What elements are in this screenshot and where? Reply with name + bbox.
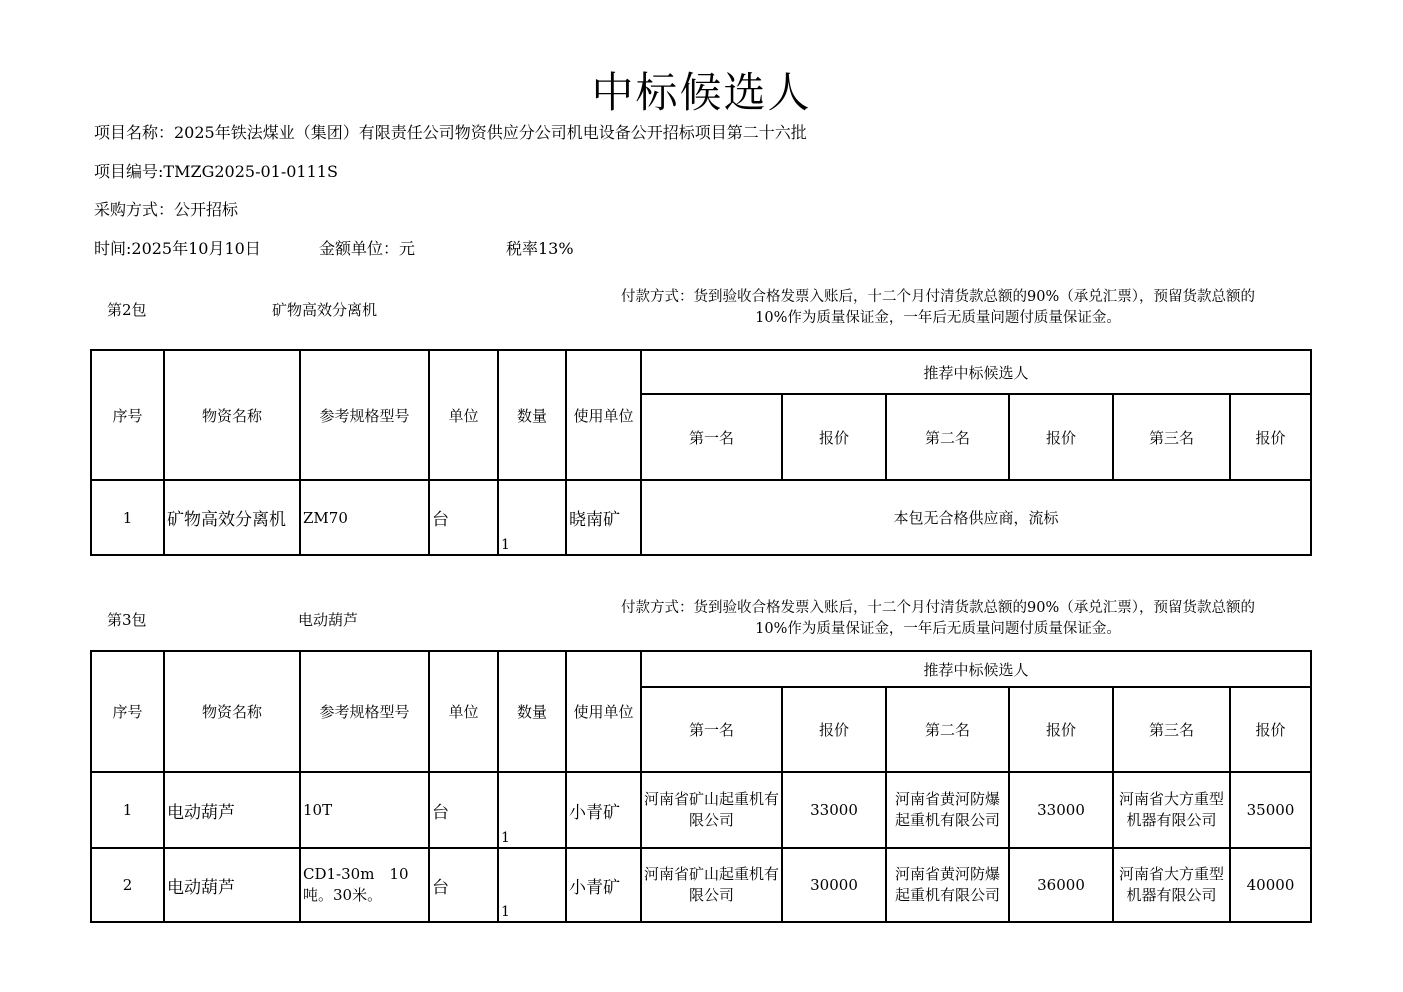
page-title: 中标候选人: [591, 68, 812, 117]
row-qty: 1: [498, 848, 566, 922]
package-3-table: [90, 650, 1312, 923]
header-third: 第三名: [1113, 394, 1230, 480]
package-name: 矿物高效分离机: [272, 301, 378, 319]
header-recommend: 推荐中标候选人: [641, 651, 1311, 687]
row-unit: 台: [429, 772, 498, 848]
header-price: 报价: [1230, 394, 1311, 480]
header-user: 使用单位: [566, 651, 641, 772]
row-price-2: 36000: [1009, 848, 1113, 922]
payment-terms: [568, 598, 1308, 640]
row-first-candidate: 河南省矿山起重机有限公司: [641, 848, 782, 922]
table-row: [91, 480, 1311, 555]
row-seq: 1: [91, 772, 164, 848]
row-price-1: 30000: [782, 848, 886, 922]
row-seq: 2: [91, 848, 164, 922]
package-label: 第2包: [107, 301, 147, 319]
header-material: 物资名称: [164, 651, 300, 772]
header-qty: 数量: [498, 350, 566, 480]
payment-line: 付款方式：货到验收合格发票入账后，十二个月付清货款总额的90%（承兑汇票），预留货款总额的: [621, 289, 1255, 305]
header-second: 第二名: [886, 687, 1009, 772]
row-spec: 10T: [300, 772, 429, 848]
row-qty: 1: [498, 772, 566, 848]
payment-line: 10%作为质量保证金，一年后无质量问题付质量保证金。: [755, 310, 1121, 326]
header-material: 物资名称: [164, 350, 300, 480]
row-unit: 台: [429, 848, 498, 922]
header-third: 第三名: [1113, 687, 1230, 772]
header-price: 报价: [1009, 687, 1113, 772]
procurement-method: 采购方式：公开招标: [94, 200, 239, 219]
row-unit: 台: [429, 480, 498, 555]
row-note: 本包无合格供应商，流标: [641, 480, 1311, 555]
row-user: 小青矿: [566, 772, 641, 848]
project-code: 项目编号:TMZG2025-01-0111S: [94, 162, 338, 181]
row-third-candidate: 河南省大方重型机器有限公司: [1113, 772, 1230, 848]
header-first: 第一名: [641, 687, 782, 772]
row-user: 小青矿: [566, 848, 641, 922]
header-recommend: 推荐中标候选人: [641, 350, 1311, 394]
row-price-2: 33000: [1009, 772, 1113, 848]
row-second-candidate: 河南省黄河防爆起重机有限公司: [886, 848, 1009, 922]
package-name: 电动葫芦: [298, 611, 359, 629]
row-seq: 1: [91, 480, 164, 555]
header-unit: 单位: [429, 350, 498, 480]
header-price: 报价: [782, 687, 886, 772]
row-price-3: 40000: [1230, 848, 1311, 922]
row-price-3: 35000: [1230, 772, 1311, 848]
row-spec: ZM70: [300, 480, 429, 555]
table-row: [91, 772, 1311, 848]
header-unit: 单位: [429, 651, 498, 772]
header-qty: 数量: [498, 651, 566, 772]
row-material: 电动葫芦: [164, 848, 300, 922]
table-row: [91, 848, 1311, 922]
header-price: 报价: [1230, 687, 1311, 772]
header-price: 报价: [1009, 394, 1113, 480]
row-second-candidate: 河南省黄河防爆起重机有限公司: [886, 772, 1009, 848]
header-first: 第一名: [641, 394, 782, 480]
header-spec: 参考规格型号: [300, 651, 429, 772]
currency-unit: 金额单位：元: [319, 239, 416, 258]
header-price: 报价: [782, 394, 886, 480]
payment-line: 付款方式：货到验收合格发票入账后，十二个月付清货款总额的90%（承兑汇票），预留货款总额的: [621, 600, 1255, 616]
project-name: 项目名称：2025年铁法煤业（集团）有限责任公司物资供应分公司机电设备公开招标项目第二十六批: [94, 123, 807, 142]
row-material: 电动葫芦: [164, 772, 300, 848]
row-user: 晓南矿: [566, 480, 641, 555]
header-spec: 参考规格型号: [300, 350, 429, 480]
row-third-candidate: 河南省大方重型机器有限公司: [1113, 848, 1230, 922]
row-material: 矿物高效分离机: [164, 480, 300, 555]
header-seq: 序号: [91, 350, 164, 480]
tax-rate: 税率13%: [506, 239, 574, 258]
row-price-1: 33000: [782, 772, 886, 848]
payment-terms: [568, 287, 1308, 329]
row-spec: CD1-30m 10吨。30米。: [300, 848, 429, 922]
header-seq: 序号: [91, 651, 164, 772]
row-first-candidate: 河南省矿山起重机有限公司: [641, 772, 782, 848]
package-label: 第3包: [107, 611, 147, 629]
header-user: 使用单位: [566, 350, 641, 480]
package-2-table: [90, 349, 1312, 556]
row-qty: 1: [498, 480, 566, 555]
date: 时间:2025年10月10日: [94, 239, 261, 258]
payment-line: 10%作为质量保证金，一年后无质量问题付质量保证金。: [755, 621, 1121, 637]
header-second: 第二名: [886, 394, 1009, 480]
